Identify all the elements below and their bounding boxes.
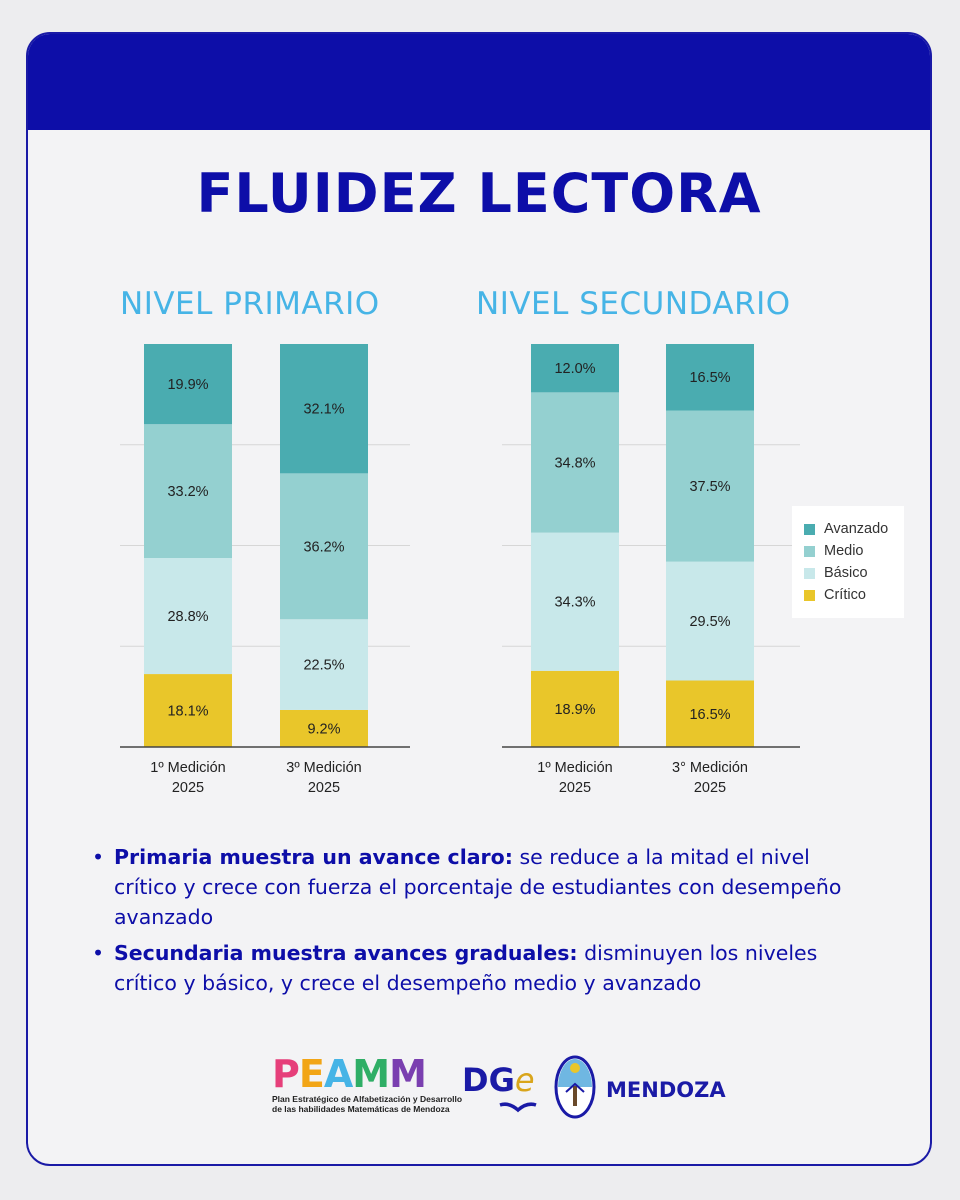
- dge-logo-main: DG: [462, 1061, 515, 1099]
- peamm-letter: M: [352, 1052, 390, 1096]
- data-label: 22.5%: [303, 657, 345, 674]
- chart-legend: [792, 506, 904, 618]
- legend-item: [804, 584, 904, 606]
- data-label: 34.8%: [554, 455, 596, 472]
- legend-label: Crítico: [824, 587, 866, 603]
- main-card: [26, 32, 932, 1166]
- data-label: 29.5%: [689, 614, 731, 631]
- data-label: 19.9%: [167, 377, 209, 394]
- data-label: 16.5%: [689, 370, 731, 387]
- legend-item: [804, 518, 904, 540]
- data-label: 12.0%: [554, 361, 596, 378]
- summary-bullets: [92, 842, 872, 1004]
- peamm-letter: M: [389, 1052, 426, 1096]
- data-label: 28.8%: [167, 609, 209, 626]
- bullet-primary: [92, 842, 872, 932]
- legend-label: Básico: [824, 565, 868, 581]
- data-label: 18.9%: [554, 701, 596, 718]
- bullet-dot: •: [92, 845, 105, 869]
- category-label: 2025: [693, 780, 727, 796]
- legend-item: [804, 562, 904, 584]
- legend-label: Medio: [824, 543, 864, 559]
- data-label: 18.1%: [167, 703, 209, 720]
- category-label: 1º Medición: [537, 760, 613, 776]
- legend-swatch: [804, 546, 815, 557]
- data-label: 36.2%: [303, 539, 345, 556]
- bullet-secondary-bold: Secundaria muestra avances graduales:: [114, 941, 578, 965]
- mendoza-wordmark: MENDOZA: [606, 1078, 726, 1102]
- bullet-secondary: [92, 938, 872, 998]
- legend-label: Avanzado: [824, 521, 889, 537]
- peamm-letter: P: [272, 1052, 299, 1096]
- data-label: 32.1%: [303, 401, 345, 418]
- page-title: FLUIDEZ LECTORA: [196, 162, 762, 225]
- dge-book-icon: [498, 1102, 538, 1118]
- footer-logos: [28, 1050, 930, 1140]
- bullet-dot: •: [92, 941, 105, 965]
- bullet-primary-bold: Primaria muestra un avance claro:: [114, 845, 513, 869]
- category-label: 2025: [171, 780, 205, 796]
- peamm-letter: E: [298, 1052, 324, 1096]
- legend-swatch: [804, 590, 815, 601]
- section-title-primary: NIVEL PRIMARIO: [120, 286, 380, 322]
- category-label: 3° Medición: [672, 760, 748, 776]
- data-label: 16.5%: [689, 706, 731, 723]
- data-label: 37.5%: [689, 479, 731, 496]
- peamm-letter: A: [323, 1052, 353, 1096]
- category-label: 1º Medición: [150, 760, 226, 776]
- category-label: 3º Medición: [286, 760, 362, 776]
- legend-item: [804, 540, 904, 562]
- data-label: 33.2%: [167, 484, 209, 501]
- bullet-primary-text: se reduce a la mitad el nivel crítico y crece con fuerza el porcentaje de estudiantes con desempeño avanzado: [114, 845, 842, 929]
- section-title-secondary: NIVEL SECUNDARIO: [476, 286, 791, 322]
- legend-swatch: [804, 524, 815, 535]
- dge-logo-e: e: [514, 1061, 535, 1099]
- legend-swatch: [804, 568, 815, 579]
- data-label: 34.3%: [554, 594, 596, 611]
- category-label: 2025: [307, 780, 341, 796]
- peamm-caption: Plan Estratégico de Alfabetización y Desarrollo de las habilidades Matemáticas de Mendoza: [272, 1094, 463, 1114]
- data-label: 9.2%: [307, 721, 341, 738]
- peamm-logo: [272, 1054, 426, 1094]
- bullet-secondary-text: disminuyen los niveles crítico y básico, y crece el desempeño medio y avanzado: [114, 941, 818, 995]
- mendoza-coat-of-arms-icon: [552, 1052, 598, 1122]
- dge-logo: [462, 1060, 535, 1100]
- category-label: 2025: [558, 780, 592, 796]
